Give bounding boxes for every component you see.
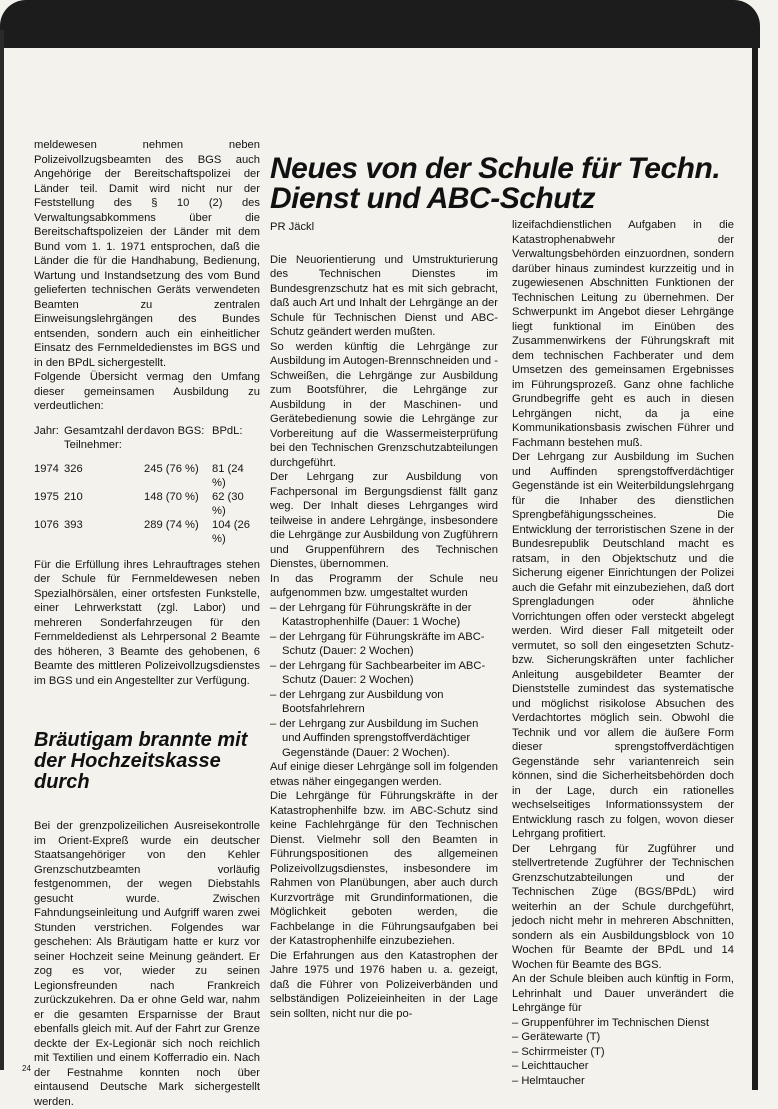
table-header-cell: BPdL:: [212, 424, 243, 437]
list-item: – der Lehrgang für Führungskräfte im ABC-Schutz (Dauer: 2 Wochen): [270, 630, 485, 657]
list-item: – Schirrmeister (T): [512, 1045, 605, 1058]
paragraph: meldewesen nehmen neben Polizeivollzugsbeamten des BGS auch Angehörige der Bereitschaftspolizei der Länder teil. Damit wird nicht nur der Feststellung des § 10 (2) des Verwaltungsabkommens über die Bereitschaftspolizeien der Länder mit dem Bund vom 1. 1. 1971 entsprochen, daß die Länder die für die Handhabung, Bedienung, Wartung und Instandsetzung des vom Bund gelieferten technischen Geräts verwendeten Beamten zu zentralen Einweisungslehrgängen des Bundes entsenden, sondern auch ein einheitlicher Einsatz des Fernmeldedienstes im BGS und in den BPdL sichergestellt.: [34, 139, 260, 369]
table-row: [34, 518, 260, 546]
list-item: – der Lehrgang zur Ausbildung im Suchen und Auffinden sprengstoffverdächtiger Gegenstände (Dauer: 2 Wochen).: [270, 717, 479, 759]
paragraph: In das Programm der Schule neu aufgenommen bzw. umgestaltet wurden: [270, 572, 498, 599]
table-header-cell: Gesamtzahl der Teilnehmer:: [64, 424, 143, 451]
table-cell: 148 (70 %): [144, 490, 199, 503]
left-page-edge: [0, 30, 4, 1070]
list-item: – Leichttaucher: [512, 1060, 589, 1072]
table-cell: 1975: [34, 490, 59, 503]
list-item: – Gruppenführer im Technischen Dienst: [512, 1016, 709, 1029]
paragraph: Die Neuorientierung und Umstrukturierung des Technischen Dienstes im Bundesgrenzschutz hat es mit sich gebracht, daß auch Art und Inhalt der Lehrgänge an der Schule für Technischen Dienst und ABC-Schutz geändert werden mußten.: [270, 253, 498, 338]
table-cell: 81 (24 %): [212, 462, 244, 489]
right-margin-rule: [752, 30, 758, 1090]
table-cell: 1076: [34, 518, 59, 531]
table-cell: 326: [64, 462, 83, 475]
list-item: – der Lehrgang für Sachbearbeiter im ABC-Schutz (Dauer: 2 Wochen): [270, 659, 486, 686]
paragraph: Die Erfahrungen aus den Katastrophen der Jahre 1975 und 1976 haben u. a. gezeigt, daß die Führer von Polizeiverbänden und selbständigen Polizeieinheiten in der Lage sein sollten, nicht nur die po-: [270, 949, 498, 1020]
list-item: – der Lehrgang für Führungskräfte in der Katastrophenhilfe (Dauer: 1 Woche): [270, 601, 472, 628]
course-list: [270, 601, 498, 761]
table-cell: 1974: [34, 462, 59, 475]
paragraph: Der Lehrgang für Zugführer und stellvertretende Zugführer der Technischen Grenzschutzabteilungen und der Technischen Züge (BGS/BPdL) wird weiterhin an der Schule durchgeführt, jedoch nicht mehr in mehreren Abschnitten, sondern als ein Ausbildungsblock von 10 Wochen für Beamte der BPdL und 14 Wochen für Beamte des BGS.: [512, 842, 734, 971]
author-byline: PR Jäckl: [270, 221, 315, 233]
page-number: 24: [22, 1064, 31, 1073]
paragraph: Auf einige dieser Lehrgänge soll im folgenden etwas näher eingegangen werden.: [270, 761, 498, 788]
paragraph: Die Lehrgänge für Führungskräfte in der Katastrophenhilfe bzw. im ABC-Schutz sind keine Fachlehrgänge für den Technischen Dienst. Vielmehr soll den Beamten in Führungspositionen des allgemeinen Polizeivollzugsdienstes, insbesondere im Rahmen von Planübungen, aber auch durch Kurzvorträge mit Grundinformationen, die Möglichkeit geboten werden, die Fachbelange in die Führungsaufgaben bei der Katastrophenhilfe einzubeziehen.: [270, 790, 498, 947]
column-left: [34, 138, 260, 1109]
column-right: [512, 218, 734, 1088]
table-cell: 210: [64, 490, 83, 503]
participants-table: [34, 424, 260, 546]
secondary-headline: Bräutigam brannte mit der Hochzeitskasse durch: [34, 729, 248, 793]
table-row: [34, 462, 260, 490]
table-cell: 245 (76 %): [144, 462, 199, 475]
top-black-bar: [0, 0, 760, 48]
paragraph: Folgende Übersicht vermag den Umfang dieser gemeinsamen Ausbildung zu verdeutlichen:: [34, 371, 260, 412]
column-middle: [270, 220, 498, 1021]
list-item: – der Lehrgang zur Ausbildung von Bootsfahrlehrern: [270, 688, 444, 715]
list-item: – Gerätewarte (T): [512, 1031, 601, 1043]
paragraph: Für die Erfüllung ihres Lehrauftrages stehen der Schule für Fernmeldewesen neben Spezialhörsälen, einer ortsfesten Funkstelle, einer Lehrwerkstatt (zgl. Labor) und mehreren Sonderfahrzeugen für den Fernmeldedienst als Lehrpersonal 2 Beamte des höheren, 3 Beamte des gehobenen, 6 Beamte des mittleren Polizeivollzugsdienstes im BGS und ein Angestellter zur Verfügung.: [34, 558, 260, 687]
paragraph: Der Lehrgang zur Ausbildung im Suchen und Auffinden sprengstoffverdächtiger Gegenstände ist ein Weiterbildungslehrgang für die Inhaber des dienstlichen Sprengbefähigungsscheines. Die Entwicklung der terroristischen Szene in der Bundesrepublik Deutschland macht es ratsam, in den Objektschutz und die Sicherung eigener Einrichtungen der Polizei auch die Gefahr mit einzubeziehen, daß dort Sprengladungen oder ähnliche Vorrichtungen offen oder versteckt abgelegt werden. Wird dieser Fall mitgeteilt oder vermutet, so soll den eingesetzten Schutz- bzw. Sicherungskräften unter fachlicher Anleitung ausgebildeter Beamter der Dienststelle zumindest das systematische und möglichst risikolose Absuchen des Verdachtortes möglich sein. Obwohl die Technik und vor allem die äußere Form dieser sprengstoffverdächtigen Gegenstände sehr variantenreich sein können, sind die Sicherheitsbehörden doch in der Lage, durch ein rationelles wechselseitiges Informationssystem der Entwicklung rasch zu folgen, wovon dieser Lehrgang profitiert.: [512, 451, 734, 840]
article-headline: Neues von der Schule für Techn. Dienst und ABC-Schutz: [270, 152, 721, 216]
table-cell: 289 (74 %): [144, 518, 199, 531]
paragraph: lizeifachdienstlichen Aufgaben in die Katastrophenabwehr der Verwaltungsbehörden einzuordnen, sondern darüber hinaus zumindest kurzzeitig und in zugewiesenen Abschnitten Funktionen der Technischen Leitung zu übernehmen. Der Schwerpunkt im Angebot dieser Lehrgänge liegt funktional im Einüben des Zusammenwirkens der Führungskraft mit dem technischen Fachberater und dem Umsetzen des gemeinsamen Ergebnisses im Führungsprozeß. Ganz ohne fachliche Grundbegriffe geht es auch in diesen Lehrgängen nicht, da ja eine Kommunikationsbasis zwischen Führer und Fachmann bestehen muß.: [512, 219, 734, 449]
table-cell: 104 (26 %): [212, 518, 250, 545]
paragraph: Bei der grenzpolizeilichen Ausreisekontrolle im Orient-Expreß wurde ein deutscher Staatsangehöriger von den Kehler Grenzschutzbeamten vorläufig festgenommen, der wegen Diebstahls gesucht wurde. Zwischen Fahndungseinleitung und Aufgriff waren zwei Stunden verstrichen. Folgendes war geschehen: Als Bräutigam hatte er kurz vor seiner Hochzeit seine Meinung geändert. Er zog es vor, wieder zu seinen Legionsfreunden nach Frankreich zurückzukehren. Da er ohne Geld war, nahm er die gesamten Ersparnisse der Braut ebenfalls gleich mit. Auf der Fahrt zur Grenze deckte der Ex-Legionär sich noch reichlich mit Textilien und einem Kofferradio ein. Nach der Festnahme konnten noch über eintausend Deutsche Mark sichergestellt werden.: [34, 820, 260, 1108]
paragraph: So werden künftig die Lehrgänge zur Ausbildung im Autogen-Brennschneiden und -Schweißen, die Lehrgänge zur Ausbildung zum Bootsführer, die Lehrgänge zur Ausbildung in der Maschinen- und Gerätebedienung sowie die Lehrgänge zur Vorbereitung auf die Wassermeisterprüfung bei den Technischen Grenzschutzabteilungen durchgeführt.: [270, 340, 498, 469]
course-list: [512, 1016, 734, 1089]
paragraph: Der Lehrgang zur Ausbildung von Fachpersonal im Bergungsdienst fällt ganz weg. Der Inhalt dieses Lehrganges wird teilweise in andere Lehrgänge, insbesondere die Lehrgänge zur Ausbildung von Zugführern und Gruppenführern des Technischen Dienstes, übernommen.: [270, 471, 498, 570]
table-header-row: [34, 424, 260, 452]
paragraph: An der Schule bleiben auch künftig in Form, Lehrinhalt und Dauer unverändert die Lehrgänge für: [512, 973, 734, 1014]
table-cell: 393: [64, 518, 83, 531]
table-header-cell: davon BGS:: [144, 424, 205, 437]
table-cell: 62 (30 %): [212, 490, 244, 517]
list-item: – Helmtaucher: [512, 1074, 585, 1087]
table-row: [34, 490, 260, 518]
table-header-cell: Jahr:: [34, 424, 59, 437]
